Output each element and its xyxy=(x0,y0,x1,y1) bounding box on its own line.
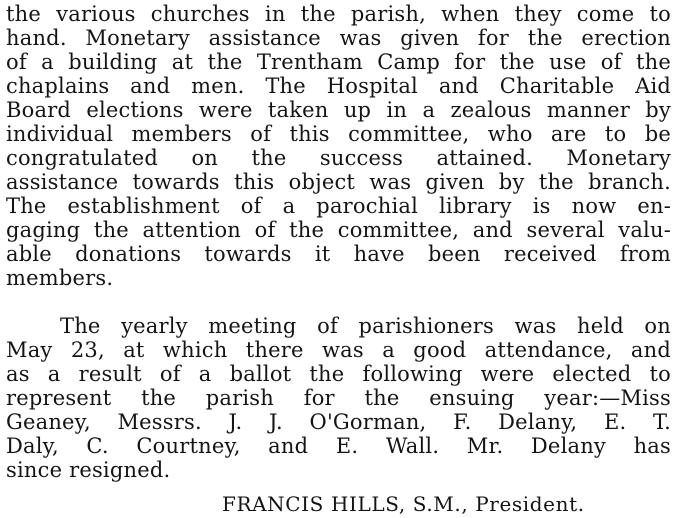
text-line: chaplains and men. The Hospital and Charitable Aid xyxy=(6,74,671,98)
text-line: able donations towards it have been received from xyxy=(6,242,671,266)
text-line: since resigned. xyxy=(6,458,171,482)
text-line: hand. Monetary assistance was given for the erection xyxy=(6,26,671,50)
text-line: represent the parish for the ensuing year:—Miss xyxy=(6,386,671,410)
text-line: of a building at the Trentham Camp for the use of the xyxy=(6,50,671,74)
text-line: Daly, C. Courtney, and E. Wall. Mr. Delany has xyxy=(6,434,671,458)
text-line: assistance towards this object was given by the branch. xyxy=(6,170,671,194)
text-line: gaging the attention of the committee, and several valu- xyxy=(6,218,671,242)
text-line: congratulated on the success attained. Monetary xyxy=(6,146,671,170)
signature-line: FRANCIS HILLS, S.M., President. xyxy=(222,492,585,516)
text-line: The yearly meeting of parishioners was held on xyxy=(60,314,671,338)
text-line: The establishment of a parochial library is now en- xyxy=(6,194,671,218)
text-line: as a result of a ballot the following were elected to xyxy=(6,362,671,386)
text-line: members. xyxy=(6,266,114,290)
text-line: individual members of this committee, who are to be xyxy=(6,122,671,146)
text-line: the various churches in the parish, when they come to xyxy=(6,2,671,26)
text-line: Geaney, Messrs. J. J. O'Gorman, F. Delany, E. T. xyxy=(6,410,671,434)
text-line: Board elections were taken up in a zealous manner by xyxy=(6,98,671,122)
text-line: May 23, at which there was a good attendance, and xyxy=(6,338,671,362)
